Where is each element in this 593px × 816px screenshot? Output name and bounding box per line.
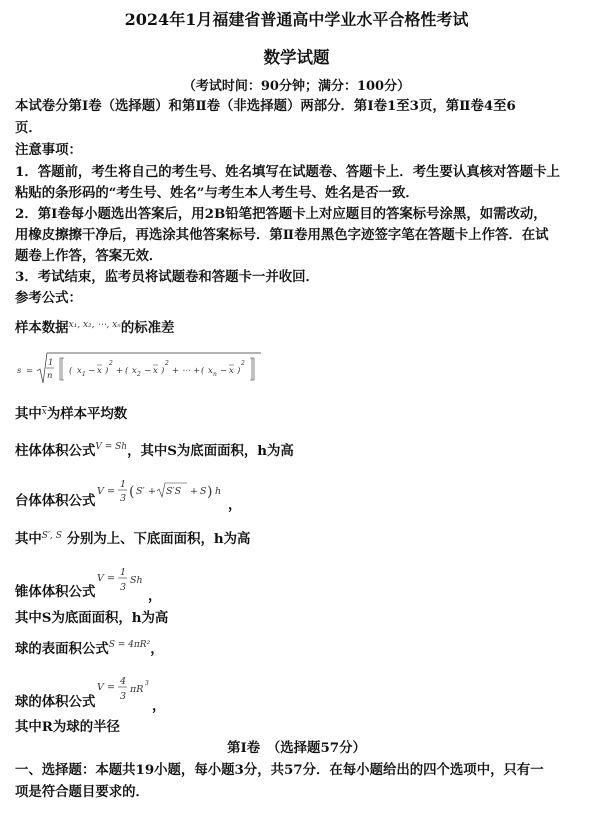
note-1-line-1: 1．答题前，考生将自己的考生号、姓名填写在试题卷、答题卡上．考生要认真核对答题卡上 bbox=[15, 164, 560, 180]
exam-time-info: （考试时间：90分钟；满分：100分） bbox=[182, 79, 411, 94]
frustum-area-vars: S′, S bbox=[41, 531, 62, 541]
svg-text:−: − bbox=[220, 366, 228, 376]
svg-text:3: 3 bbox=[145, 680, 149, 687]
svg-text:2: 2 bbox=[165, 360, 169, 367]
note-1-line-2: 粘贴的条形码的“考生号、姓名”与考生本人考生号、姓名是否一致． bbox=[15, 185, 419, 201]
sample-mean-line bbox=[15, 406, 575, 425]
cone-volume-formula bbox=[95, 566, 155, 598]
svg-text:=: = bbox=[26, 366, 34, 376]
frustum-volume-formula bbox=[95, 476, 235, 508]
svg-text:=: = bbox=[107, 573, 115, 584]
frustum-note-line bbox=[15, 531, 575, 550]
cone-note: 其中S为底面面积，h为高 bbox=[15, 610, 169, 626]
std-dev-line bbox=[15, 320, 575, 339]
intro-line-2: 页． bbox=[15, 120, 42, 136]
svg-text:): ) bbox=[207, 484, 213, 500]
sphere-area-formula: S = 4πR² bbox=[108, 640, 151, 650]
svg-text:1: 1 bbox=[82, 371, 86, 378]
svg-text:=: = bbox=[107, 486, 115, 497]
cone-volume-label: 锥体体积公式 bbox=[15, 584, 96, 600]
svg-text:+: + bbox=[116, 366, 124, 376]
svg-text:V: V bbox=[97, 573, 104, 584]
frustum-note-a: 其中 bbox=[15, 531, 42, 547]
svg-text:+ ⋯ +: + ⋯ + bbox=[172, 366, 201, 376]
svg-text:3: 3 bbox=[120, 582, 127, 593]
svg-text:V: V bbox=[97, 682, 104, 693]
svg-text:−: − bbox=[88, 366, 96, 376]
svg-text:3: 3 bbox=[120, 691, 127, 702]
cone-comma: ， bbox=[148, 588, 162, 604]
section-1-line-2: 项是符合题目要求的． bbox=[15, 784, 149, 800]
svg-text:2: 2 bbox=[241, 360, 245, 367]
svg-text:(: ( bbox=[125, 366, 129, 376]
prism-volume-line bbox=[15, 443, 575, 462]
svg-text:4: 4 bbox=[120, 676, 127, 687]
sphere-area-comma: ， bbox=[150, 641, 164, 657]
svg-text:): ) bbox=[105, 366, 109, 376]
reference-heading: 参考公式： bbox=[15, 290, 82, 306]
svg-text:Sh: Sh bbox=[130, 575, 143, 586]
sample-vars: x₁, x₂, ⋯, xₙ bbox=[68, 320, 121, 330]
svg-text:(: ( bbox=[201, 366, 205, 376]
svg-text:n: n bbox=[213, 371, 217, 378]
std-dev-formula bbox=[15, 350, 265, 386]
svg-text:x: x bbox=[208, 366, 213, 376]
part-1-heading: 第Ⅰ卷 （选择题57分） bbox=[227, 740, 366, 756]
svg-text:1: 1 bbox=[48, 358, 54, 368]
svg-text:+: + bbox=[190, 486, 198, 497]
svg-text:x: x bbox=[132, 366, 137, 376]
sphere-note: 其中R为球的半径 bbox=[15, 719, 120, 735]
svg-text:+: + bbox=[148, 486, 156, 497]
section-1-line-1: 一、选择题：本题共19小题，每小题3分，共57分．在每小题给出的四个选项中，只有一 bbox=[15, 762, 544, 778]
svg-text:1: 1 bbox=[120, 567, 127, 578]
svg-text:(: ( bbox=[69, 366, 73, 376]
notes-heading: 注意事项： bbox=[15, 142, 82, 158]
frustum-volume-label: 台体体积公式 bbox=[15, 493, 96, 509]
sample-mean-symbol: x bbox=[41, 407, 47, 417]
intro-line-1: 本试卷分第Ⅰ卷（选择题）和第Ⅱ卷（非选择题）两部分．第Ⅰ卷1至3页，第Ⅱ卷4至6 bbox=[15, 98, 516, 114]
svg-text:πR: πR bbox=[130, 684, 144, 695]
note-2-line-1: 2．第Ⅰ卷每小题选出答案后，用2B铅笔把答题卡上对应题目的答案标号涂黑，如需改动， bbox=[15, 206, 547, 222]
svg-text:x: x bbox=[77, 366, 82, 376]
svg-text:x: x bbox=[229, 366, 234, 376]
svg-text:x: x bbox=[153, 366, 158, 376]
sphere-area-label: 球的表面积公式 bbox=[15, 641, 109, 657]
svg-text:S′: S′ bbox=[136, 486, 145, 497]
svg-text:=: = bbox=[107, 682, 115, 693]
svg-text:S: S bbox=[200, 486, 207, 497]
sphere-volume-label: 球的体积公式 bbox=[15, 694, 96, 710]
svg-text:S′S: S′S bbox=[166, 486, 182, 497]
svg-text:(: ( bbox=[129, 484, 135, 500]
frustum-comma: ， bbox=[228, 497, 242, 513]
svg-text:h: h bbox=[215, 486, 222, 497]
sphere-volume-comma: ， bbox=[152, 698, 166, 714]
sample-mean-text-b: 为样本平均数 bbox=[46, 406, 128, 422]
svg-text:): ) bbox=[237, 366, 241, 376]
std-dev-text-b: 的标准差 bbox=[120, 320, 175, 336]
svg-text:1: 1 bbox=[120, 479, 127, 490]
svg-text:3: 3 bbox=[120, 493, 127, 504]
std-dev-text-a: 样本数据 bbox=[15, 320, 69, 336]
svg-text:): ) bbox=[161, 366, 165, 376]
svg-text:−: − bbox=[144, 366, 152, 376]
svg-text:V: V bbox=[97, 486, 104, 497]
prism-volume-formula: V = Sh bbox=[95, 442, 128, 452]
svg-text:x: x bbox=[97, 366, 102, 376]
prism-volume-label: 柱体体积公式 bbox=[15, 443, 96, 459]
sample-mean-text-a: 其中 bbox=[15, 406, 42, 422]
exam-subtitle: 数学试题 bbox=[263, 48, 330, 67]
exam-title: 2024年1月福建省普通高中学业水平合格性考试 bbox=[124, 10, 469, 29]
svg-text:n: n bbox=[47, 371, 53, 381]
frustum-note-b: 分别为上、下底面面积，h为高 bbox=[66, 531, 251, 547]
note-2-line-2: 用橡皮擦擦干净后，再选涂其他答案标号．第Ⅱ卷用黑色字迹签字笔在答题卡上作答．在试 bbox=[15, 227, 549, 243]
note-2-line-3: 题卷上作答，答案无效． bbox=[15, 248, 163, 264]
sphere-area-line bbox=[15, 641, 575, 660]
svg-text:2: 2 bbox=[109, 360, 113, 367]
note-3: 3．考试结束，监考员将试题卷和答题卡一并收回． bbox=[15, 269, 319, 285]
svg-text:2: 2 bbox=[137, 371, 141, 378]
svg-text:s: s bbox=[17, 366, 22, 376]
prism-volume-note: ，其中S为底面面积，h为高 bbox=[127, 443, 294, 459]
